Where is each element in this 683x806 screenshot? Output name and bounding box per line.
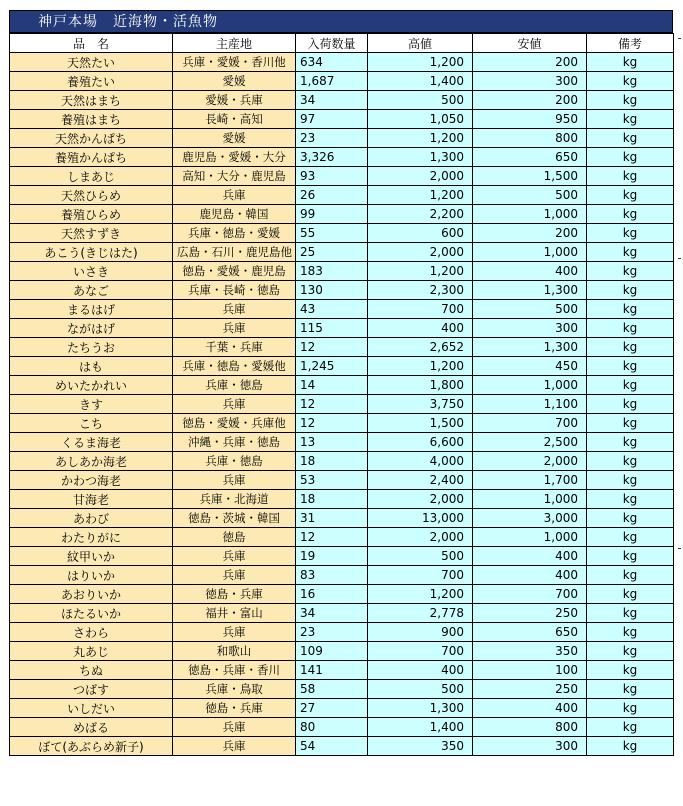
- item-name-cell: 養殖ひらめ: [10, 205, 173, 224]
- high-price-cell: 1,300: [368, 699, 473, 718]
- remarks-cell: kg: [587, 91, 674, 110]
- low-price-cell: 2,000: [473, 452, 587, 471]
- item-name-cell: まるはげ: [10, 300, 173, 319]
- table-row: [10, 547, 674, 566]
- remarks-cell: kg: [587, 129, 674, 148]
- low-price-cell: 300: [473, 737, 587, 756]
- table-row: [10, 110, 674, 129]
- table-row: [10, 699, 674, 718]
- quantity-cell: 183: [296, 262, 368, 281]
- quantity-cell: 99: [296, 205, 368, 224]
- item-name-cell: こち: [10, 414, 173, 433]
- sheet-edge-tick: [678, 258, 681, 259]
- origin-cell: 愛媛: [173, 72, 296, 91]
- quantity-cell: 1,245: [296, 357, 368, 376]
- item-name-cell: あしあか海老: [10, 452, 173, 471]
- table-row: [10, 452, 674, 471]
- origin-cell: 愛媛: [173, 129, 296, 148]
- remarks-cell: kg: [587, 357, 674, 376]
- table-row: [10, 148, 674, 167]
- low-price-cell: 500: [473, 300, 587, 319]
- high-price-cell: 1,400: [368, 72, 473, 91]
- high-price-cell: 2,000: [368, 243, 473, 262]
- origin-cell: 愛媛・兵庫: [173, 91, 296, 110]
- high-price-cell: 500: [368, 680, 473, 699]
- item-name-cell: たちうお: [10, 338, 173, 357]
- quantity-cell: 23: [296, 129, 368, 148]
- remarks-cell: kg: [587, 262, 674, 281]
- origin-cell: 兵庫: [173, 300, 296, 319]
- low-price-cell: 200: [473, 91, 587, 110]
- quantity-cell: 14: [296, 376, 368, 395]
- item-name-cell: あおりいか: [10, 585, 173, 604]
- item-name-cell: あわび: [10, 509, 173, 528]
- remarks-cell: kg: [587, 604, 674, 623]
- remarks-cell: kg: [587, 205, 674, 224]
- table-row: [10, 262, 674, 281]
- high-price-cell: 700: [368, 566, 473, 585]
- quantity-cell: 83: [296, 566, 368, 585]
- quantity-cell: 55: [296, 224, 368, 243]
- table-row: [10, 91, 674, 110]
- table-header: [10, 34, 674, 53]
- remarks-cell: kg: [587, 281, 674, 300]
- quantity-cell: 25: [296, 243, 368, 262]
- table-row: [10, 471, 674, 490]
- item-name-cell: いさき: [10, 262, 173, 281]
- quantity-cell: 634: [296, 53, 368, 72]
- quantity-cell: 43: [296, 300, 368, 319]
- high-price-cell: 400: [368, 319, 473, 338]
- low-price-cell: 200: [473, 53, 587, 72]
- table-row: [10, 281, 674, 300]
- low-price-cell: 500: [473, 186, 587, 205]
- low-price-cell: 400: [473, 547, 587, 566]
- table-row: [10, 300, 674, 319]
- item-name-cell: 天然ひらめ: [10, 186, 173, 205]
- table-row: [10, 243, 674, 262]
- item-name-cell: めばる: [10, 718, 173, 737]
- quantity-cell: 12: [296, 338, 368, 357]
- quantity-cell: 16: [296, 585, 368, 604]
- low-price-cell: 2,500: [473, 433, 587, 452]
- origin-cell: 徳島・兵庫: [173, 699, 296, 718]
- remarks-cell: kg: [587, 433, 674, 452]
- remarks-cell: kg: [587, 680, 674, 699]
- low-price-cell: 1,100: [473, 395, 587, 414]
- item-name-cell: ぼて(あぶらめ新子): [10, 737, 173, 756]
- item-name-cell: つばす: [10, 680, 173, 699]
- table-row: [10, 338, 674, 357]
- low-price-cell: 300: [473, 319, 587, 338]
- origin-cell: 福井・富山: [173, 604, 296, 623]
- quantity-cell: 130: [296, 281, 368, 300]
- item-name-cell: 天然すずき: [10, 224, 173, 243]
- item-name-cell: しまあじ: [10, 167, 173, 186]
- quantity-cell: 97: [296, 110, 368, 129]
- table-row: [10, 186, 674, 205]
- low-price-cell: 250: [473, 680, 587, 699]
- high-price-cell: 1,800: [368, 376, 473, 395]
- high-price-cell: 1,200: [368, 357, 473, 376]
- table-row: [10, 53, 674, 72]
- origin-cell: 兵庫・徳島・愛媛他: [173, 357, 296, 376]
- quantity-cell: 109: [296, 642, 368, 661]
- high-price-cell: 1,200: [368, 186, 473, 205]
- low-price-cell: 350: [473, 642, 587, 661]
- item-name-cell: ながはげ: [10, 319, 173, 338]
- origin-cell: 鹿児島・愛媛・大分: [173, 148, 296, 167]
- high-price-cell: 700: [368, 642, 473, 661]
- quantity-cell: 12: [296, 528, 368, 547]
- item-name-cell: 天然かんぱち: [10, 129, 173, 148]
- high-price-cell: 2,652: [368, 338, 473, 357]
- remarks-cell: kg: [587, 395, 674, 414]
- high-price-cell: 600: [368, 224, 473, 243]
- table-row: [10, 623, 674, 642]
- origin-cell: 徳島・兵庫: [173, 585, 296, 604]
- origin-cell: 兵庫: [173, 319, 296, 338]
- low-price-cell: 700: [473, 414, 587, 433]
- origin-cell: 兵庫・鳥取: [173, 680, 296, 699]
- quantity-cell: 31: [296, 509, 368, 528]
- origin-cell: 兵庫: [173, 718, 296, 737]
- quantity-cell: 26: [296, 186, 368, 205]
- high-price-cell: 2,000: [368, 528, 473, 547]
- item-name-cell: あこう(きじはた): [10, 243, 173, 262]
- low-price-cell: 1,000: [473, 376, 587, 395]
- column-header-origin: 主産地: [173, 34, 296, 53]
- low-price-cell: 800: [473, 129, 587, 148]
- remarks-cell: kg: [587, 528, 674, 547]
- low-price-cell: 300: [473, 72, 587, 91]
- item-name-cell: 甘海老: [10, 490, 173, 509]
- item-name-cell: いしだい: [10, 699, 173, 718]
- table-row: [10, 528, 674, 547]
- remarks-cell: kg: [587, 642, 674, 661]
- quantity-cell: 12: [296, 395, 368, 414]
- table-row: [10, 319, 674, 338]
- low-price-cell: 650: [473, 623, 587, 642]
- quantity-cell: 141: [296, 661, 368, 680]
- high-price-cell: 2,000: [368, 490, 473, 509]
- remarks-cell: kg: [587, 224, 674, 243]
- table-row: [10, 129, 674, 148]
- low-price-cell: 1,300: [473, 338, 587, 357]
- remarks-cell: kg: [587, 167, 674, 186]
- table-row: [10, 509, 674, 528]
- high-price-cell: 1,400: [368, 718, 473, 737]
- origin-cell: 兵庫・北海道: [173, 490, 296, 509]
- origin-cell: 徳島・愛媛・兵庫他: [173, 414, 296, 433]
- origin-cell: 徳島・愛媛・鹿児島: [173, 262, 296, 281]
- origin-cell: 兵庫: [173, 623, 296, 642]
- table-row: [10, 414, 674, 433]
- remarks-cell: kg: [587, 243, 674, 262]
- high-price-cell: 700: [368, 300, 473, 319]
- remarks-cell: kg: [587, 300, 674, 319]
- remarks-cell: kg: [587, 53, 674, 72]
- remarks-cell: kg: [587, 338, 674, 357]
- low-price-cell: 200: [473, 224, 587, 243]
- quantity-cell: 19: [296, 547, 368, 566]
- low-price-cell: 800: [473, 718, 587, 737]
- origin-cell: 兵庫: [173, 547, 296, 566]
- item-name-cell: きす: [10, 395, 173, 414]
- high-price-cell: 400: [368, 661, 473, 680]
- sheet-title: 神戸本場 近海物・活魚物: [9, 10, 673, 33]
- low-price-cell: 700: [473, 585, 587, 604]
- remarks-cell: kg: [587, 509, 674, 528]
- high-price-cell: 3,750: [368, 395, 473, 414]
- remarks-cell: kg: [587, 471, 674, 490]
- high-price-cell: 1,300: [368, 148, 473, 167]
- item-name-cell: 養殖たい: [10, 72, 173, 91]
- high-price-cell: 2,200: [368, 205, 473, 224]
- quantity-cell: 1,687: [296, 72, 368, 91]
- quantity-cell: 115: [296, 319, 368, 338]
- origin-cell: 兵庫: [173, 471, 296, 490]
- remarks-cell: kg: [587, 110, 674, 129]
- item-name-cell: ほたるいか: [10, 604, 173, 623]
- quantity-cell: 34: [296, 604, 368, 623]
- remarks-cell: kg: [587, 376, 674, 395]
- item-name-cell: はも: [10, 357, 173, 376]
- high-price-cell: 2,300: [368, 281, 473, 300]
- item-name-cell: さわら: [10, 623, 173, 642]
- remarks-cell: kg: [587, 452, 674, 471]
- remarks-cell: kg: [587, 661, 674, 680]
- table-row: [10, 357, 674, 376]
- table-row: [10, 224, 674, 243]
- remarks-cell: kg: [587, 148, 674, 167]
- origin-cell: 兵庫・愛媛・香川他: [173, 53, 296, 72]
- sheet-edge-tick: [678, 38, 681, 39]
- quantity-cell: 58: [296, 680, 368, 699]
- origin-cell: 和歌山: [173, 642, 296, 661]
- quantity-cell: 93: [296, 167, 368, 186]
- high-price-cell: 4,000: [368, 452, 473, 471]
- item-name-cell: わたりがに: [10, 528, 173, 547]
- low-price-cell: 1,700: [473, 471, 587, 490]
- quantity-cell: 54: [296, 737, 368, 756]
- origin-cell: 兵庫・徳島: [173, 376, 296, 395]
- table-row: [10, 661, 674, 680]
- table-row: [10, 395, 674, 414]
- quantity-cell: 23: [296, 623, 368, 642]
- low-price-cell: 1,000: [473, 243, 587, 262]
- quantity-cell: 53: [296, 471, 368, 490]
- origin-cell: 広島・石川・鹿児島他: [173, 243, 296, 262]
- item-name-cell: 養殖はまち: [10, 110, 173, 129]
- item-name-cell: 天然はまち: [10, 91, 173, 110]
- low-price-cell: 1,000: [473, 205, 587, 224]
- remarks-cell: kg: [587, 566, 674, 585]
- sheet-edge-tick: [678, 548, 681, 549]
- origin-cell: 兵庫・長崎・徳島: [173, 281, 296, 300]
- low-price-cell: 400: [473, 566, 587, 585]
- origin-cell: 長崎・高知: [173, 110, 296, 129]
- item-name-cell: ちぬ: [10, 661, 173, 680]
- remarks-cell: kg: [587, 718, 674, 737]
- origin-cell: 兵庫: [173, 186, 296, 205]
- remarks-cell: kg: [587, 72, 674, 91]
- item-name-cell: くるま海老: [10, 433, 173, 452]
- origin-cell: 兵庫: [173, 395, 296, 414]
- quantity-cell: 18: [296, 490, 368, 509]
- high-price-cell: 1,200: [368, 53, 473, 72]
- remarks-cell: kg: [587, 319, 674, 338]
- column-header-remarks: 備考: [587, 34, 674, 53]
- high-price-cell: 6,600: [368, 433, 473, 452]
- high-price-cell: 1,200: [368, 585, 473, 604]
- high-price-cell: 13,000: [368, 509, 473, 528]
- quantity-cell: 12: [296, 414, 368, 433]
- table-row: [10, 490, 674, 509]
- low-price-cell: 400: [473, 262, 587, 281]
- low-price-cell: 950: [473, 110, 587, 129]
- table-row: [10, 718, 674, 737]
- origin-cell: 兵庫: [173, 566, 296, 585]
- high-price-cell: 2,400: [368, 471, 473, 490]
- remarks-cell: kg: [587, 623, 674, 642]
- table-row: [10, 680, 674, 699]
- column-header-name: 品 名: [10, 34, 173, 53]
- high-price-cell: 1,050: [368, 110, 473, 129]
- item-name-cell: めいたかれい: [10, 376, 173, 395]
- quantity-cell: 18: [296, 452, 368, 471]
- table-row: [10, 205, 674, 224]
- item-name-cell: 紋甲いか: [10, 547, 173, 566]
- table-row: [10, 585, 674, 604]
- quantity-cell: 34: [296, 91, 368, 110]
- column-header-low-price: 安値: [473, 34, 587, 53]
- origin-cell: 鹿児島・韓国: [173, 205, 296, 224]
- origin-cell: 兵庫・徳島: [173, 452, 296, 471]
- item-name-cell: 天然たい: [10, 53, 173, 72]
- table-row: [10, 566, 674, 585]
- price-table: [9, 33, 674, 756]
- remarks-cell: kg: [587, 186, 674, 205]
- low-price-cell: 400: [473, 699, 587, 718]
- low-price-cell: 650: [473, 148, 587, 167]
- origin-cell: 高知・大分・鹿児島: [173, 167, 296, 186]
- column-header-quantity: 入荷数量: [296, 34, 368, 53]
- origin-cell: 徳島・兵庫・香川: [173, 661, 296, 680]
- remarks-cell: kg: [587, 699, 674, 718]
- table-row: [10, 604, 674, 623]
- low-price-cell: 1,000: [473, 490, 587, 509]
- remarks-cell: kg: [587, 737, 674, 756]
- high-price-cell: 350: [368, 737, 473, 756]
- item-name-cell: はりいか: [10, 566, 173, 585]
- high-price-cell: 1,200: [368, 262, 473, 281]
- low-price-cell: 3,000: [473, 509, 587, 528]
- quantity-cell: 13: [296, 433, 368, 452]
- low-price-cell: 1,300: [473, 281, 587, 300]
- table-row: [10, 167, 674, 186]
- high-price-cell: 2,778: [368, 604, 473, 623]
- high-price-cell: 1,200: [368, 129, 473, 148]
- quantity-cell: 27: [296, 699, 368, 718]
- header-row: [10, 34, 674, 53]
- low-price-cell: 250: [473, 604, 587, 623]
- high-price-cell: 500: [368, 547, 473, 566]
- item-name-cell: 養殖かんぱち: [10, 148, 173, 167]
- high-price-cell: 2,000: [368, 167, 473, 186]
- table-row: [10, 433, 674, 452]
- low-price-cell: 450: [473, 357, 587, 376]
- high-price-cell: 500: [368, 91, 473, 110]
- column-header-high-price: 高値: [368, 34, 473, 53]
- origin-cell: 徳島: [173, 528, 296, 547]
- item-name-cell: 丸あじ: [10, 642, 173, 661]
- item-name-cell: かわつ海老: [10, 471, 173, 490]
- item-name-cell: あなご: [10, 281, 173, 300]
- origin-cell: 徳島・茨城・韓国: [173, 509, 296, 528]
- quantity-cell: 3,326: [296, 148, 368, 167]
- origin-cell: 沖縄・兵庫・徳島: [173, 433, 296, 452]
- table-row: [10, 376, 674, 395]
- table-row: [10, 737, 674, 756]
- low-price-cell: 100: [473, 661, 587, 680]
- origin-cell: 兵庫・徳島・愛媛: [173, 224, 296, 243]
- origin-cell: 千葉・兵庫: [173, 338, 296, 357]
- table-row: [10, 642, 674, 661]
- remarks-cell: kg: [587, 585, 674, 604]
- table-row: [10, 72, 674, 91]
- remarks-cell: kg: [587, 414, 674, 433]
- low-price-cell: 1,000: [473, 528, 587, 547]
- origin-cell: 兵庫: [173, 737, 296, 756]
- quantity-cell: 80: [296, 718, 368, 737]
- price-sheet: [9, 10, 673, 756]
- high-price-cell: 900: [368, 623, 473, 642]
- remarks-cell: kg: [587, 490, 674, 509]
- remarks-cell: kg: [587, 547, 674, 566]
- table-body: [10, 53, 674, 756]
- high-price-cell: 1,500: [368, 414, 473, 433]
- low-price-cell: 1,500: [473, 167, 587, 186]
